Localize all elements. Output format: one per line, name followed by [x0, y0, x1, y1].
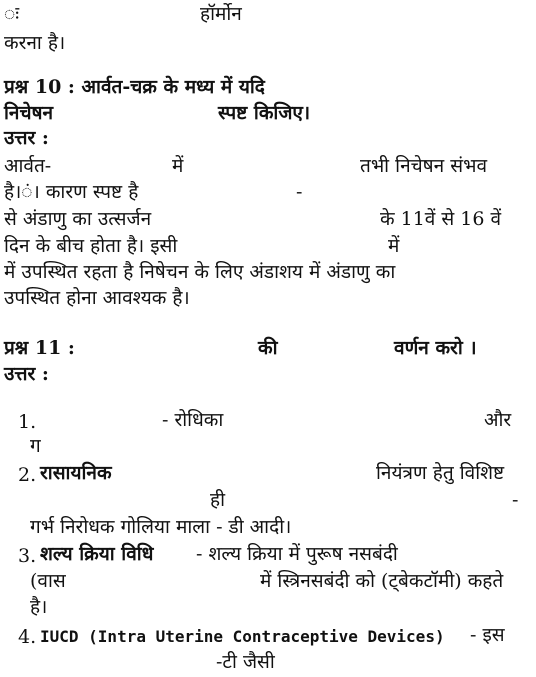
text-fragment: नियंत्रण हेतु विशिष्ट [376, 462, 505, 484]
list-item-title: रासायनिक [40, 462, 112, 484]
text-fragment: के 11वें से 16 वें [380, 208, 502, 230]
text-fragment: है। [30, 596, 48, 618]
text-line: करना है। [4, 32, 66, 54]
question-11-text: की [258, 337, 278, 359]
text-fragment: - रोधिका [162, 409, 224, 431]
list-number: 2. [18, 464, 37, 486]
list-item-title: IUCD (Intra Uterine Contraceptive Devices) [40, 627, 445, 646]
text-fragment: - इस [470, 624, 505, 646]
text-fragment: - [512, 489, 519, 511]
text-line: में उपस्थित रहता है निषेचन के लिए अंडाशय में अंडाणु का [4, 261, 396, 283]
text-fragment: -टी जैसी [216, 651, 275, 673]
text-line: गर्भ निरोधक गोलिया माला - डी आदी। [30, 516, 292, 538]
text-fragment: ही [210, 489, 226, 511]
text-fragment: (वास [30, 570, 66, 592]
text-fragment: में स्त्रिनसबंदी को (ट्बेकटॉमी) कहते [260, 570, 504, 592]
text-fragment: है।ं। कारण स्पष्ट है [4, 181, 139, 203]
list-number: 1. [18, 411, 37, 433]
text-fragment: ः [4, 3, 20, 25]
text-fragment: में [388, 235, 400, 257]
text-fragment: और [484, 409, 512, 431]
text-fragment: - [296, 181, 303, 203]
text-fragment: ग [30, 435, 41, 457]
question-11-text: वर्णन करो । [394, 337, 477, 359]
list-number: 4. [18, 626, 37, 648]
answer-label: उत्तर : [4, 127, 49, 149]
text-fragment: आर्वत- [4, 155, 52, 177]
question-10-text: निचेषन [4, 102, 54, 124]
list-number: 3. [18, 545, 37, 567]
list-item-title: शल्य क्रिया विधि [40, 543, 154, 565]
text-line: उपस्थित होना आवश्यक है। [4, 287, 190, 309]
text-fragment: - शल्य क्रिया में पुरूष नसबंदी [196, 543, 398, 565]
text-fragment: तभी निचेषन संभव [360, 155, 488, 177]
text-fragment: से अंडाणु का उत्सर्जन [4, 208, 152, 230]
text-fragment: में [172, 155, 184, 177]
answer-label: उत्तर : [4, 363, 49, 385]
question-10-text: स्पष्ट किजिए। [218, 102, 311, 124]
question-10-title: प्रश्न 10 : आर्वत-चक्र के मध्य में यदि [4, 76, 265, 98]
question-11-title: प्रश्न 11 : [4, 337, 75, 359]
text-fragment: दिन के बीच होता है। इसी [4, 235, 178, 257]
text-fragment: हॉर्मोन [200, 3, 242, 25]
